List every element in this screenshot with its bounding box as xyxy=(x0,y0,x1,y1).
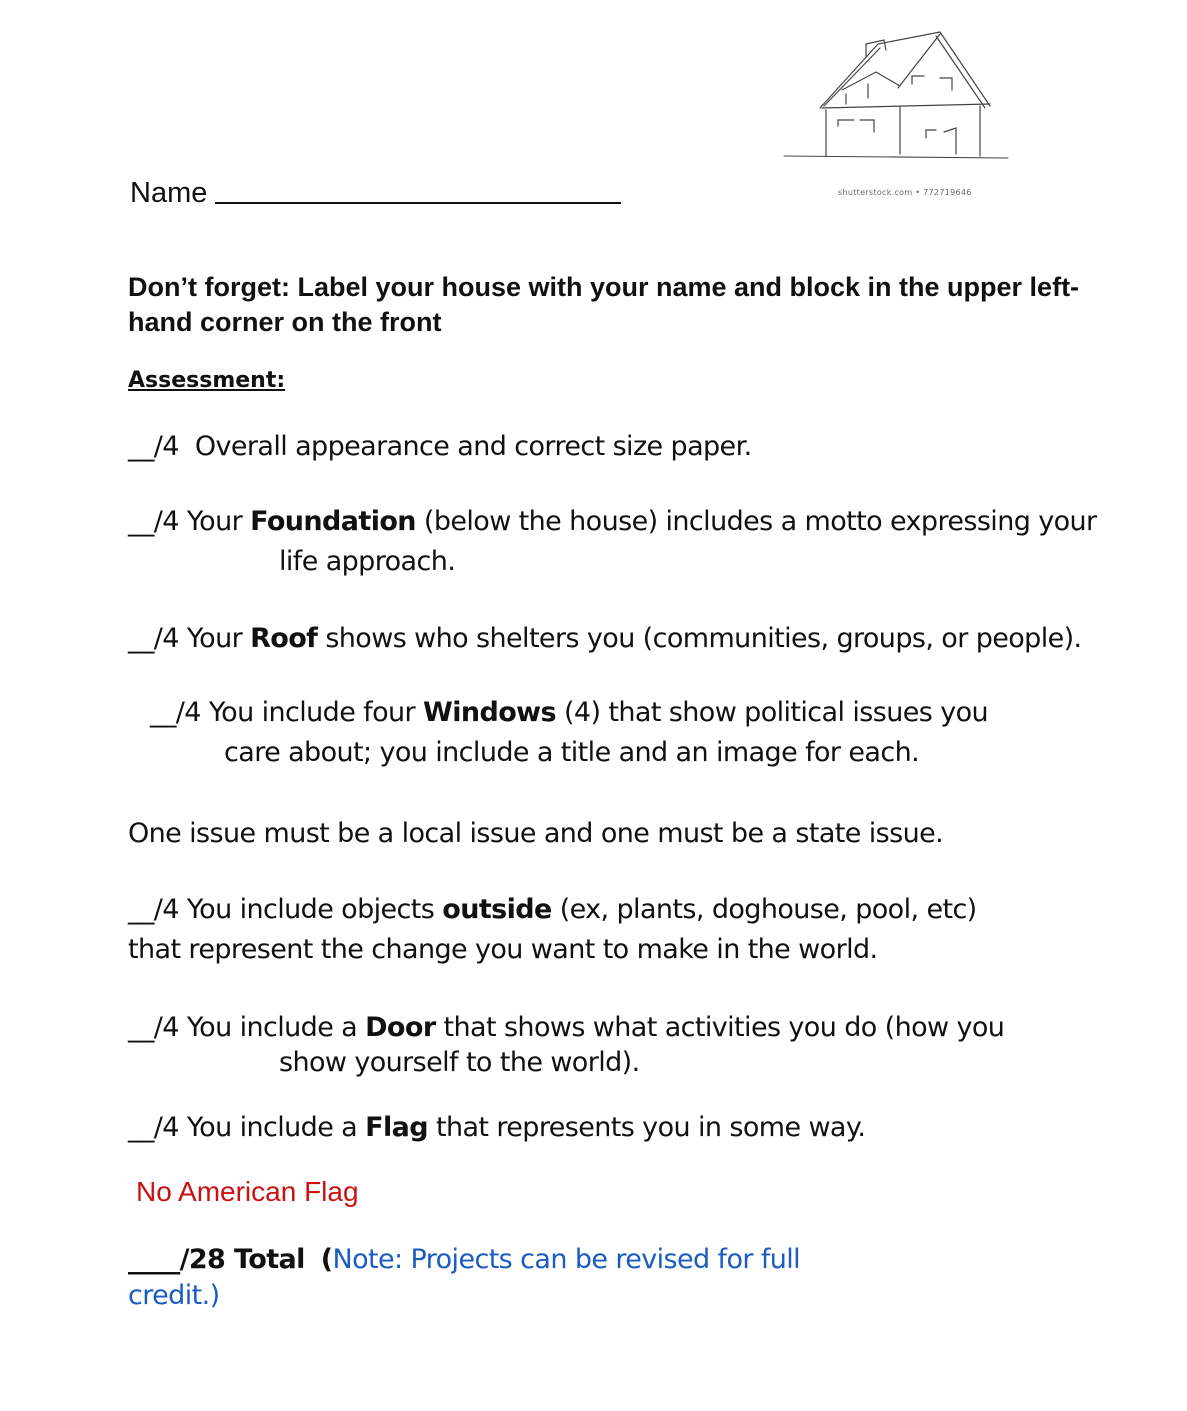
criterion-outside-continued: that represent the change you want to make in the world. xyxy=(128,934,878,965)
criterion-door xyxy=(128,1008,1004,1048)
score-blank: __/4 xyxy=(128,506,179,537)
criterion-appearance xyxy=(128,427,752,467)
score-blank: __/4 xyxy=(128,431,179,462)
total-row xyxy=(128,1240,800,1280)
criterion-text: Overall appearance and correct size paper. xyxy=(194,431,752,462)
criterion-pre: You include objects xyxy=(186,894,435,925)
criterion-keyword: Windows xyxy=(423,697,556,728)
criterion-outside xyxy=(128,890,977,930)
score-blank: __/4 xyxy=(150,697,201,728)
score-blank: __/4 xyxy=(128,623,179,654)
flag-warning: No American Flag xyxy=(136,1176,359,1207)
criterion-foundation xyxy=(128,502,1097,542)
criterion-pre: Your xyxy=(186,506,243,537)
total-label: ____/28 Total xyxy=(128,1244,305,1275)
criterion-post: (ex, plants, doghouse, pool, etc) xyxy=(559,894,977,925)
criterion-roof xyxy=(128,619,1082,659)
criterion-keyword: Flag xyxy=(365,1112,428,1143)
total-open-paren: ( xyxy=(320,1244,333,1275)
criterion-windows xyxy=(150,693,988,733)
criterion-post: that shows what activities you do (how you xyxy=(443,1012,1005,1043)
criterion-keyword: Roof xyxy=(250,623,318,654)
criterion-keyword: Foundation xyxy=(250,506,416,537)
revision-note: Note: Projects can be revised for full xyxy=(332,1244,801,1275)
score-blank: __/4 xyxy=(128,1012,179,1043)
name-label: Name xyxy=(130,177,208,209)
criterion-post: (4) that show political issues you xyxy=(563,697,988,728)
criterion-foundation-continued: life approach. xyxy=(279,546,456,577)
house-sketch-image xyxy=(780,28,1012,164)
criterion-pre: You include a xyxy=(186,1112,358,1143)
criterion-post: (below the house) includes a motto expressing your xyxy=(423,506,1097,537)
criterion-windows-continued: care about; you include a title and an image for each. xyxy=(224,737,920,768)
criterion-post: that represents you in some way. xyxy=(435,1112,866,1143)
name-input-line[interactable] xyxy=(215,172,621,204)
criterion-pre: You include a xyxy=(186,1012,358,1043)
score-blank: __/4 xyxy=(128,1112,179,1143)
criterion-post: shows who shelters you (communities, groups, or people). xyxy=(325,623,1082,654)
name-row xyxy=(130,172,621,210)
criterion-keyword: Door xyxy=(365,1012,436,1043)
image-watermark: shutterstock.com • 772719646 xyxy=(838,188,972,197)
criterion-pre: Your xyxy=(186,623,243,654)
revision-note-continued: credit.) xyxy=(128,1280,220,1311)
score-blank: __/4 xyxy=(128,894,179,925)
reminder-heading: Don’t forget: Label your house with your name and block in the upper left-hand corner on the front xyxy=(128,272,1080,337)
assessment-heading: Assessment: xyxy=(128,368,286,393)
criterion-flag xyxy=(128,1108,865,1148)
issue-note: One issue must be a local issue and one must be a state issue. xyxy=(128,818,944,849)
criterion-pre: You include four xyxy=(208,697,416,728)
criterion-keyword: outside xyxy=(442,894,552,925)
criterion-door-continued: show yourself to the world). xyxy=(279,1047,640,1078)
